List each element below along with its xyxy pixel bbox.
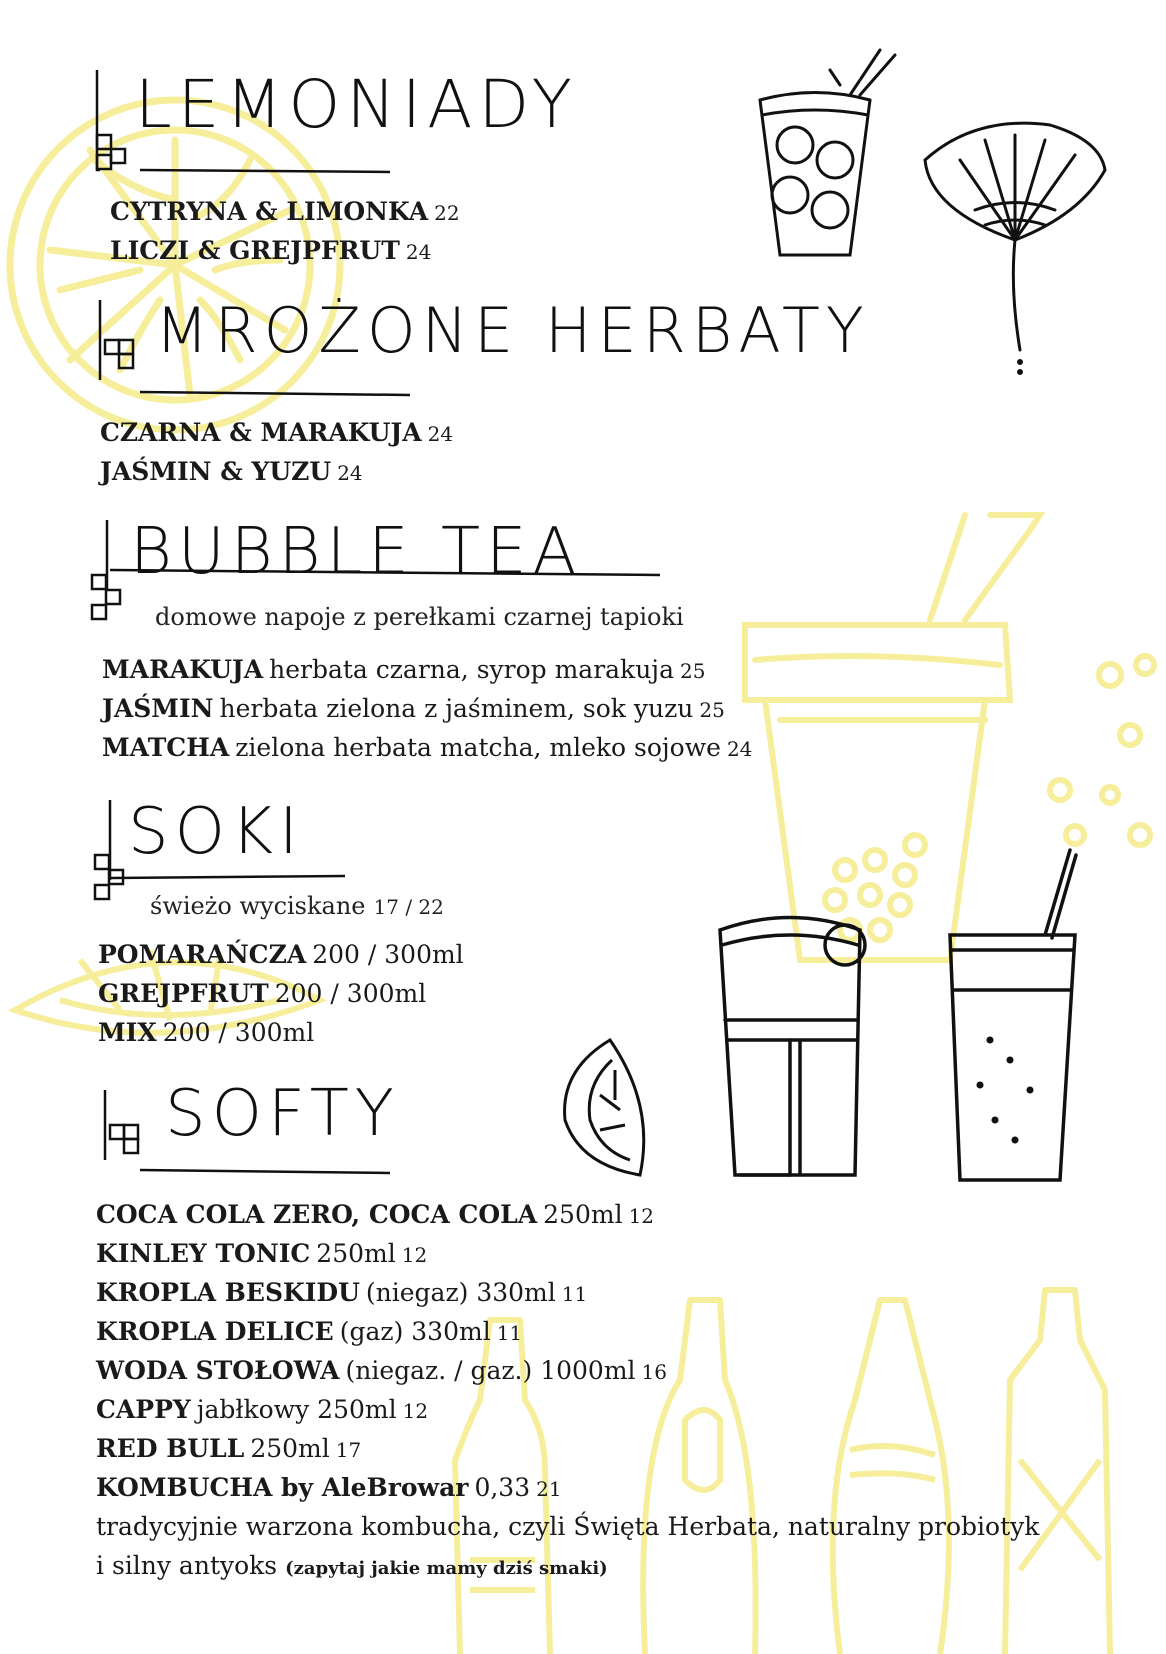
list-item: JAŚMIN herbata zielona z jaśminem, sok yuzu 25 bbox=[102, 694, 725, 723]
list-item: WODA STOŁOWA (niegaz. / gaz.) 1000ml 16 bbox=[96, 1356, 667, 1385]
lemon-wedge-icon bbox=[565, 1040, 644, 1175]
list-item: JAŚMIN & YUZU 24 bbox=[100, 457, 363, 486]
kombucha-description: tradycyjnie warzona kombucha, czyli Święta Herbata, naturalny probiotyk bbox=[96, 1512, 1040, 1541]
list-item: KROPLA DELICE (gaz) 330ml 11 bbox=[96, 1317, 523, 1346]
list-item: KINLEY TONIC 250ml 12 bbox=[96, 1239, 428, 1268]
kombucha-description-line2: i silny antyoks (zapytaj jakie mamy dziś smaki) bbox=[96, 1551, 608, 1580]
list-item: RED BULL 250ml 17 bbox=[96, 1434, 362, 1463]
list-item: CZARNA & MARAKUJA 24 bbox=[100, 418, 454, 447]
list-item: POMARAŃCZA 200 / 300ml bbox=[98, 940, 464, 969]
list-item: GREJPFRUT 200 / 300ml bbox=[98, 979, 427, 1008]
bubble-tea-cup-icon bbox=[745, 515, 1154, 960]
section-title-softy: SOFTY bbox=[165, 1077, 400, 1151]
cocktail-glass-icon bbox=[760, 50, 895, 255]
list-item: MATCHA zielona herbata matcha, mleko sojowe 24 bbox=[102, 733, 753, 762]
list-item: CAPPY jabłkowy 250ml 12 bbox=[96, 1395, 429, 1424]
section-subtitle-soki: świeżo wyciskane 17 / 22 bbox=[150, 892, 444, 920]
section-title-soki: SOKI bbox=[128, 795, 304, 869]
ginkgo-leaf-icon bbox=[925, 123, 1105, 373]
section-title-lemoniady: LEMONIADY bbox=[135, 66, 578, 143]
list-item: MIX 200 / 300ml bbox=[98, 1018, 315, 1047]
section-title-bubble-tea: BUBBLE TEA bbox=[130, 515, 583, 589]
kombucha-note: (zapytaj jakie mamy dziś smaki) bbox=[285, 1558, 608, 1579]
list-item: COCA COLA ZERO, COCA COLA 250ml 12 bbox=[96, 1200, 655, 1229]
juice-glass-icon bbox=[720, 850, 1076, 1180]
section-subtitle-bubble-tea: domowe napoje z perełkami czarnej tapioki bbox=[155, 603, 684, 631]
section-title-herbaty: MROŻONE HERBATY bbox=[155, 294, 870, 367]
list-item: MARAKUJA herbata czarna, syrop marakuja 25 bbox=[102, 655, 706, 684]
list-item: KOMBUCHA by AleBrowar 0,33 21 bbox=[96, 1473, 562, 1502]
list-item: KROPLA BESKIDU (niegaz) 330ml 11 bbox=[96, 1278, 588, 1307]
list-item: LICZI & GREJPFRUT 24 bbox=[110, 236, 432, 265]
bottle-icon bbox=[455, 1290, 1110, 1654]
list-item: CYTRYNA & LIMONKA 22 bbox=[110, 197, 460, 226]
